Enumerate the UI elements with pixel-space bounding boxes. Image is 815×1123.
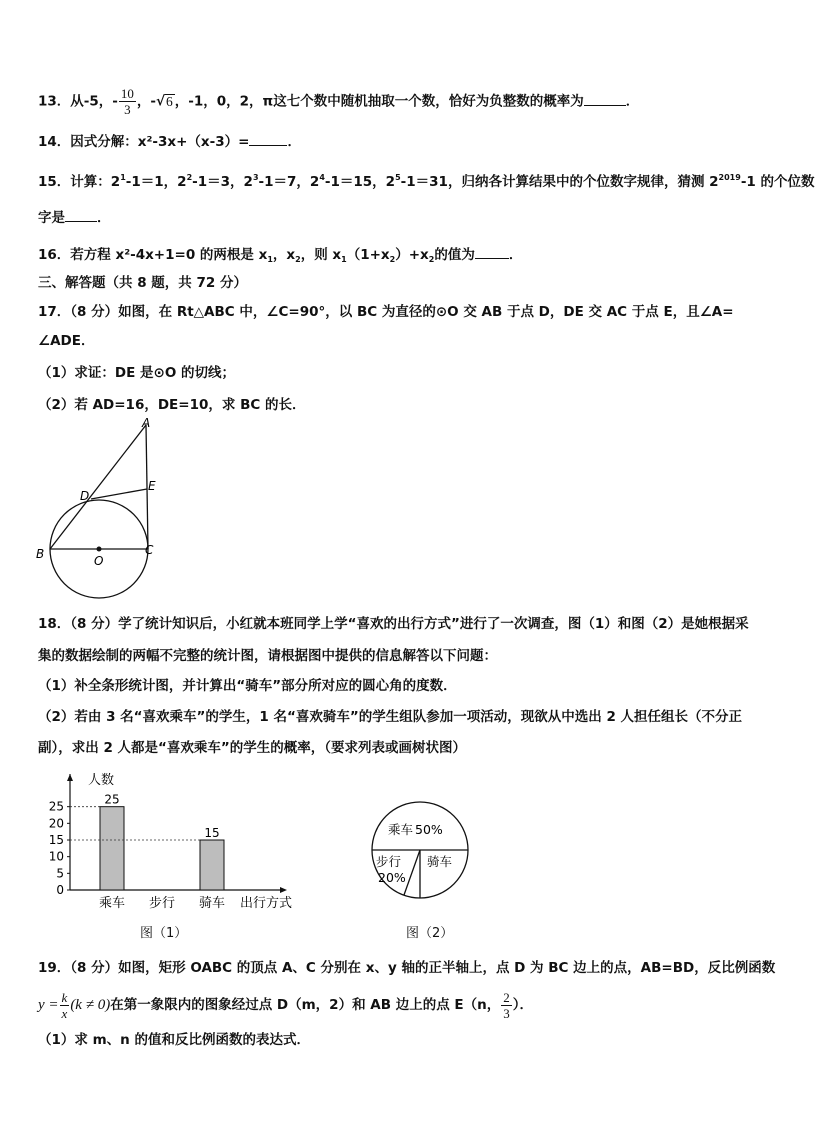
y-tick-label: 25 [48, 799, 64, 814]
x-category-label: 骑车 [198, 896, 226, 911]
bar [100, 807, 124, 890]
pie-chart [368, 798, 478, 908]
answer-blank[interactable] [475, 244, 509, 259]
question-17-part-1: （1）求证：DE 是⊙O 的切线； [38, 365, 236, 381]
x-category-label: 步行 [148, 896, 176, 911]
x-category-label: 乘车 [98, 896, 126, 911]
question-17-part-2: （2）若 AD=16，DE=10，求 BC 的长． [38, 397, 306, 413]
function-fraction: $\frac{k}{x}$ [61, 989, 68, 1021]
question-17-line-2: ∠ADE． [38, 333, 95, 349]
line-ab [50, 425, 146, 549]
question-18-line-2: 集的数据绘制的两幅不完整的统计图，请根据图中提供的信息解答以下问题： [38, 648, 497, 664]
question-19-line-1: 19．（8 分）如图，矩形 OABC 的顶点 A、C 分别在 x、y 轴的正半轴上，点 D 为 BC 边上的点，AB=BD，反比例函数 [38, 960, 776, 976]
question-19-part-1: （1）求 m、n 的值和反比例函数的表达式． [38, 1032, 310, 1048]
label-d: D [80, 489, 90, 503]
y-tick-label: 10 [48, 849, 64, 864]
figure-2-caption: 图（2） [406, 926, 454, 941]
label-c: C [145, 543, 154, 557]
question-18-part-2a: （2）若由 3 名“喜欢乘车”的学生，1 名“喜欢骑车”的学生组队参加一项活动，现欲从中选出 2 人担任组长（不分正 [38, 709, 743, 725]
question-18-line-1: 18．（8 分）学了统计知识后，小红就本班同学上学“喜欢的出行方式”进行了一次调查，图（1）和图（2）是她根据采 [38, 616, 749, 632]
label-o: O [94, 554, 104, 568]
pie-label-bus: 乘车 50% [388, 822, 443, 837]
geometry-figure [30, 412, 180, 597]
y-axis-label: 人数 [88, 773, 115, 788]
label-b: B [36, 547, 45, 561]
bar-data-label: 15 [204, 826, 220, 840]
section-heading: 三、解答题（共 8 题，共 72 分） [38, 275, 247, 291]
question-15-line-1: 15．计算：$2^1-1=1$，$2^2-1=3$，$2^3-1=7$，$2^4-1=15$，$2^5-1=31$，归纳各计算结果中的个位数字规律，猜测 $2^{2019}-1$ 的个位数 [38, 173, 815, 190]
answer-blank[interactable] [249, 131, 287, 146]
bar [200, 840, 224, 890]
bar-chart-layer [49, 774, 287, 911]
question-15-line-2: 字是 ． [38, 207, 764, 228]
line-de [91, 489, 147, 499]
y-tick-label: 20 [48, 816, 64, 831]
question-17-line-1: 17．（8 分）如图，在 Rt△ABC 中，∠C=90°，以 BC 为直径的⊙O 交 AB 于点 D，DE 交 AC 于点 E，且∠A= [38, 304, 734, 320]
question-16: 16．若方程 x²-4x+1=0 的两根是 $x_1$，$x_2$，则 $x_1(1+x_2)+x_2$的值为 ． [38, 244, 764, 265]
question-19-line-2: y = $\frac{k}{x}$ (k ≠ 0)在第一象限内的图象经过点 D（m，2）和 AB 边上的点 E（n， $\frac{2}{3}$ ）． [38, 989, 533, 1021]
function-y: y = [38, 997, 59, 1013]
question-18-part-2b: 副），求出 2 人都是“喜欢乘车”的学生的概率，（要求列表或画树状图） [38, 740, 467, 756]
x-axis-label: 出行方式 [240, 896, 293, 911]
pie-label-walk-percent: 20% [378, 870, 406, 885]
y-tick-label: 15 [48, 833, 64, 847]
pie-label-walk: 步行 [376, 854, 402, 869]
label-a: A [142, 416, 151, 430]
y-tick-label: 0 [56, 883, 64, 897]
center-o [97, 547, 102, 552]
answer-blank[interactable] [65, 207, 97, 222]
sqrt-symbol: √ [156, 93, 166, 110]
y-axis-arrow [67, 774, 73, 781]
fraction: $\frac{10}{3}$ [120, 86, 134, 117]
bar-chart [30, 762, 320, 912]
figure-1-caption: 图（1） [140, 926, 188, 941]
function-condition: (k ≠ 0) [70, 997, 111, 1013]
answer-blank[interactable] [584, 91, 626, 106]
question-18-part-1: （1）补全条形统计图，并计算出“骑车”部分所对应的圆心角的度数． [38, 678, 457, 694]
label-e: E [148, 479, 156, 493]
question-14: 14．因式分解：x²-3x+（x-3）= ． [38, 131, 764, 152]
pie-label-bike: 骑车 [427, 854, 453, 869]
y-tick-label: 5 [56, 866, 64, 881]
bar-data-label: 25 [104, 792, 120, 807]
e-fraction: $\frac{2}{3}$ [503, 989, 510, 1021]
x-axis-arrow [280, 887, 287, 893]
question-13: 13．从-5，- $\frac{10}{3}$ ，-√6 ，-1，0，2，π这七个数中随机抽取一个数，恰好为负整数的概率为 ． [38, 86, 640, 117]
